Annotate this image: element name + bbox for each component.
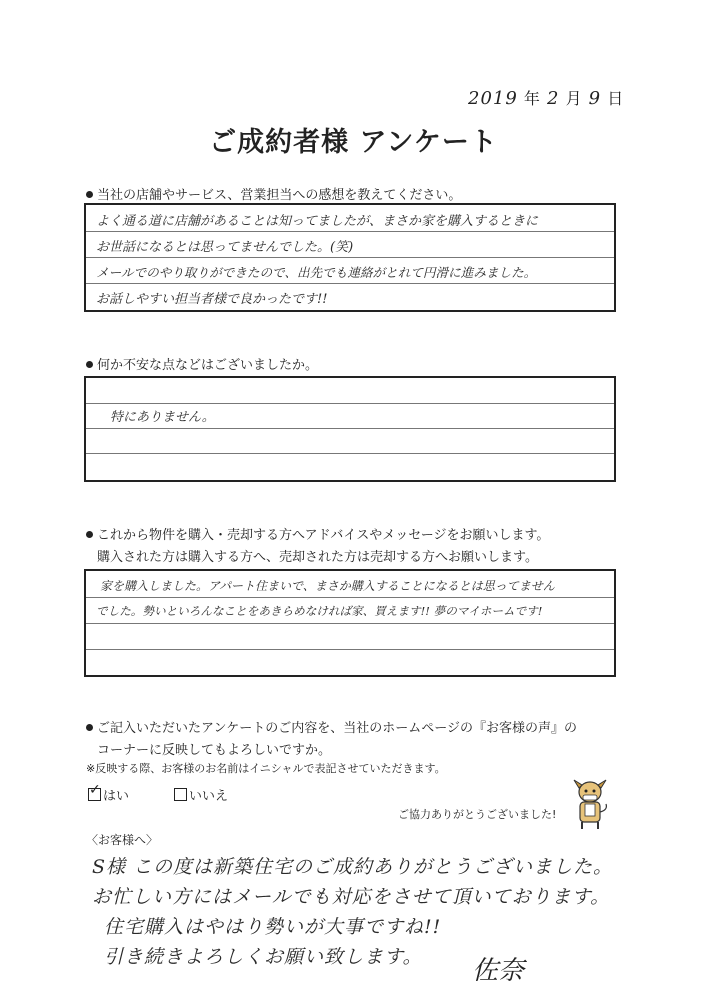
answer-3-line: 家を購入しました。アパート住まいで、まさか購入することになるとは思ってません bbox=[100, 579, 555, 593]
date-day-label: 日 bbox=[607, 89, 625, 108]
option-no-label: いいえ bbox=[189, 789, 229, 804]
mascot-dog-icon bbox=[568, 776, 612, 832]
option-yes-label: はい bbox=[103, 789, 130, 804]
question-1-label: 当社の店舗やサービス、営業担当への感想を教えてください。 bbox=[97, 188, 462, 203]
option-no[interactable] bbox=[174, 785, 228, 804]
answer-box-3 bbox=[84, 569, 616, 677]
question-3 bbox=[86, 524, 549, 543]
thanks-message: ご協力ありがとうございました! bbox=[398, 808, 557, 821]
answer-1-line: お話しやすい担当者様で良かったです!! bbox=[96, 292, 328, 307]
reply-line: お忙しい方にはメールでも対応をさせて頂いております。 bbox=[92, 886, 611, 908]
question-4-sub: コーナーに反映してもよろしいですか。 bbox=[97, 743, 332, 758]
date-year-label: 年 bbox=[523, 89, 541, 108]
bullet-icon bbox=[86, 191, 93, 198]
answer-3-line: でした。勢いといろんなことをあきらめなければ家、買えます!! 夢のマイホームです! bbox=[96, 604, 543, 618]
signature: 佐奈 bbox=[472, 956, 525, 986]
checkmark-icon: ✓ bbox=[89, 782, 101, 798]
question-1 bbox=[86, 184, 461, 203]
date-year: 2019 bbox=[468, 88, 518, 109]
reply-heading: 〈お客様へ〉 bbox=[86, 833, 159, 847]
page-title: ご成約者様 アンケート bbox=[209, 127, 498, 158]
question-2 bbox=[86, 354, 318, 373]
date-month-label: 月 bbox=[565, 89, 583, 108]
answer-1-line: よく通る道に店舗があることは知ってましたが、まさか家を購入するときに bbox=[96, 214, 539, 229]
bullet-icon bbox=[86, 724, 93, 731]
answer-1-line: お世話になるとは思ってませんでした。(笑) bbox=[96, 240, 354, 255]
question-3-label: これから物件を購入・売却する方へアドバイスやメッセージをお願いします。 bbox=[97, 528, 550, 543]
checkbox-no[interactable] bbox=[174, 788, 187, 801]
bullet-icon bbox=[86, 531, 93, 538]
checkbox-yes[interactable] bbox=[88, 782, 101, 801]
question-3-sub: 購入された方は購入する方へ、売却された方は売却する方へお願いします。 bbox=[97, 550, 538, 565]
question-4-label: ご記入いただいたアンケートのご内容を、当社のホームページの『お客様の声』の bbox=[97, 721, 577, 736]
answer-box-2 bbox=[84, 376, 616, 482]
answer-2-line: 特にありません。 bbox=[110, 410, 215, 425]
reply-line: S様 この度は新築住宅のご成約ありがとうございました。 bbox=[92, 856, 614, 878]
reply-line: 引き続きよろしくお願い致します。 bbox=[104, 946, 423, 968]
publish-note: ※反映する際、お客様のお名前はイニシャルで表記させていただきます。 bbox=[86, 762, 446, 775]
date bbox=[468, 86, 624, 109]
question-4 bbox=[86, 717, 577, 736]
bullet-icon bbox=[86, 361, 93, 368]
question-2-label: 何か不安な点などはございましたか。 bbox=[97, 358, 319, 373]
date-day: 9 bbox=[588, 88, 602, 109]
answer-1-line: メールでのやり取りができたので、出先でも連絡がとれて円滑に進みました。 bbox=[96, 265, 537, 280]
reply-line: 住宅購入はやはり勢いが大事ですね!! bbox=[104, 916, 442, 938]
answer-box-1 bbox=[84, 203, 616, 312]
date-month: 2 bbox=[547, 88, 560, 109]
option-yes[interactable] bbox=[88, 782, 130, 804]
